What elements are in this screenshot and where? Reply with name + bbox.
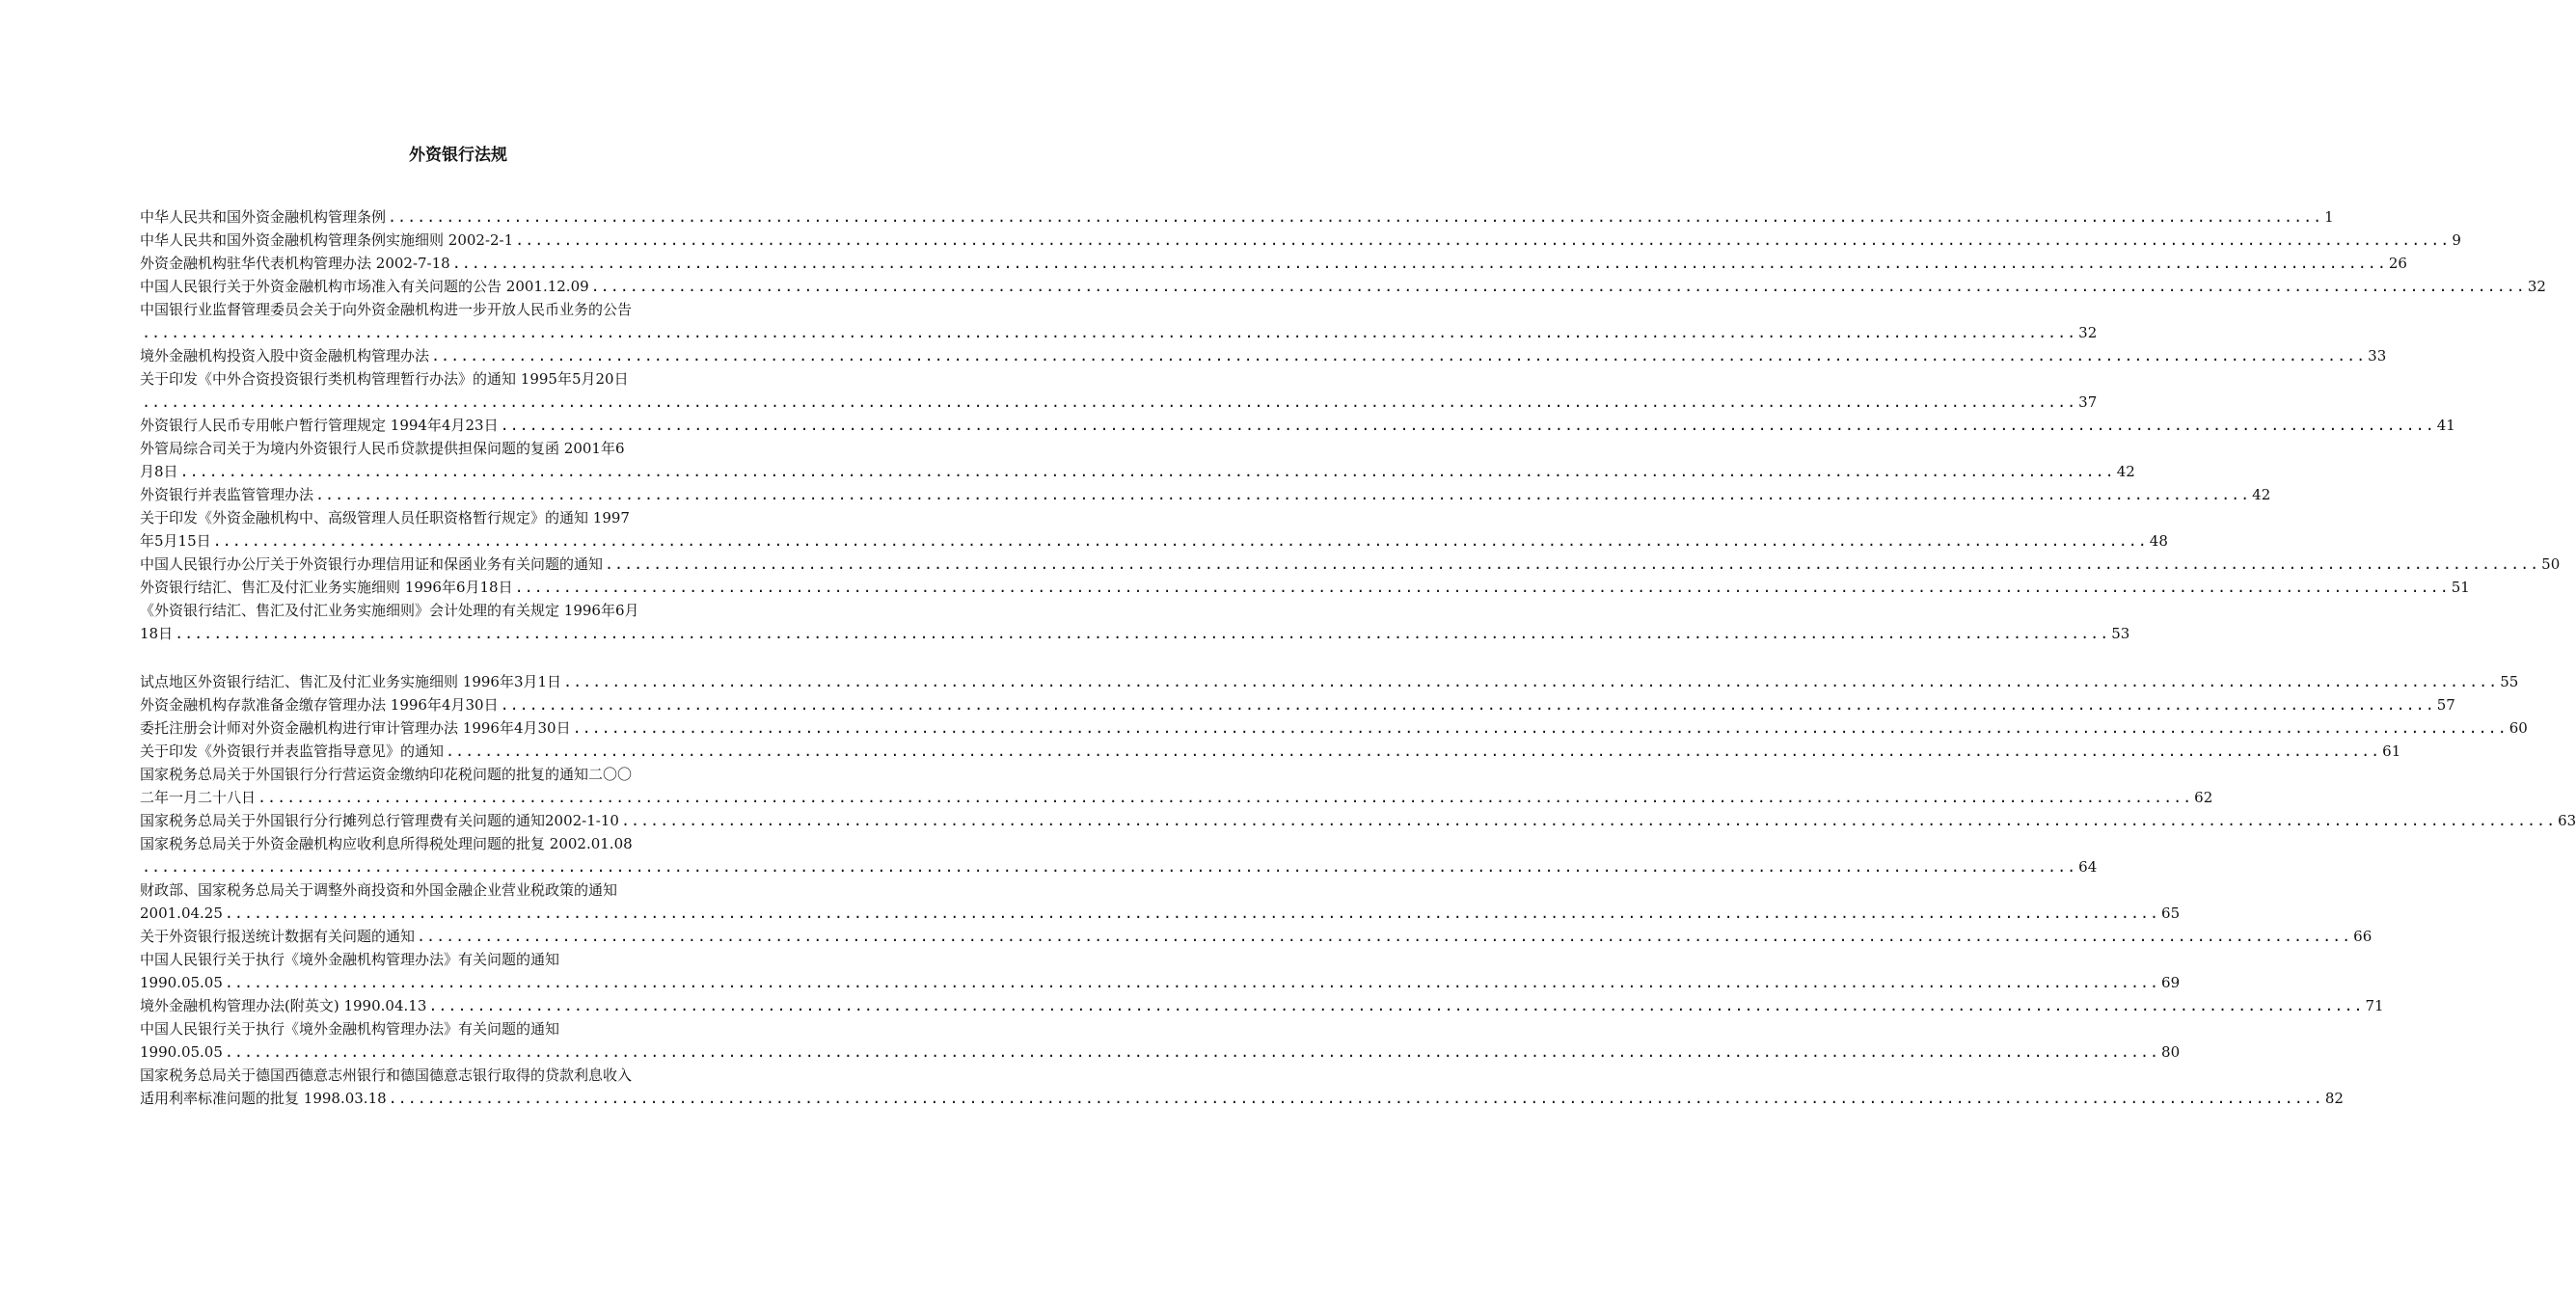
toc-entry-title: 适用利率标准问题的批复 1998.03.18 xyxy=(140,1090,387,1107)
toc-entry[interactable] xyxy=(140,414,2455,437)
toc-page-number: 65 xyxy=(2161,904,2181,922)
toc-entry-line xyxy=(140,740,2401,763)
toc-entry-title: 年5月15日 xyxy=(140,532,211,550)
toc-dot-leader: ........................................................................................................................................................................................................ xyxy=(428,997,2364,1014)
toc-entry[interactable] xyxy=(140,809,2576,832)
toc-dot-leader: ........................................................................................................................................................................................................ xyxy=(417,928,2352,945)
toc-page-number: 50 xyxy=(2541,555,2561,573)
toc-entry[interactable] xyxy=(140,553,2561,576)
toc-entry-line xyxy=(140,506,836,529)
toc-entry-title: 关于印发《外资金融机构中、高级管理人员任职资格暂行规定》的通知 1997 xyxy=(140,509,630,526)
toc-entry-title: 2001.04.25 xyxy=(140,904,223,922)
toc-page-number: 63 xyxy=(2558,812,2576,829)
toc-entry-title: 1990.05.05 xyxy=(140,974,223,991)
toc-page-number: 48 xyxy=(2149,532,2168,550)
toc-entry-line xyxy=(140,878,836,902)
toc-entry-line xyxy=(140,1087,2344,1110)
toc-entry-line xyxy=(140,460,2135,483)
toc-entry-title: 中华人民共和国外资金融机构管理条例实施细则 2002-2-1 xyxy=(140,231,514,249)
toc-entry-line xyxy=(140,553,2561,576)
toc-entry[interactable] xyxy=(140,763,2213,809)
toc-entry-title: 财政部、国家税务总局关于调整外商投资和外国金融企业营业税政策的通知 xyxy=(140,881,618,899)
toc-entry-line xyxy=(140,275,2546,298)
toc-entry-title: 境外金融机构管理办法(附英文) 1990.04.13 xyxy=(140,997,427,1014)
toc-entry-title: 外资银行并表监管管理办法 xyxy=(140,486,314,503)
toc-page-number: 69 xyxy=(2161,974,2181,991)
toc-dot-leader: ........................................................................................................................................................................................................ xyxy=(258,789,2193,806)
toc-page-number: 64 xyxy=(2078,858,2098,876)
toc-entry-line xyxy=(140,437,836,460)
toc-page-number: 42 xyxy=(2252,486,2271,503)
toc-page-number: 60 xyxy=(2508,719,2528,737)
toc-entry-line xyxy=(140,414,2455,437)
toc-dot-leader: ........................................................................................................................................................................................................ xyxy=(212,532,2148,550)
toc-entry-line xyxy=(140,367,836,391)
toc-page-number: 41 xyxy=(2436,417,2455,434)
toc-entry-title: 委托注册会计师对外资金融机构进行审计管理办法 1996年4月30日 xyxy=(140,719,571,737)
toc-dot-leader: ........................................................................................................................................................................................................ xyxy=(590,278,2526,295)
toc-entry-line xyxy=(140,321,2098,344)
toc-entry[interactable] xyxy=(140,693,2455,716)
table-of-contents xyxy=(140,205,2576,1110)
toc-entry[interactable] xyxy=(140,367,2098,414)
toc-dot-leader: ........................................................................................................................................................................................................ xyxy=(431,347,2367,364)
toc-entry[interactable] xyxy=(140,740,2401,763)
toc-entry-title: 国家税务总局关于德国西德意志州银行和德国德意志银行取得的贷款利息收入 xyxy=(140,1066,633,1084)
toc-entry-title: 外资银行人民币专用帐户暂行管理规定 1994年4月23日 xyxy=(140,417,499,434)
toc-entry[interactable] xyxy=(140,344,2387,367)
toc-dot-leader: ........................................................................................................................................................................................................ xyxy=(388,1090,2323,1107)
toc-entry-line xyxy=(140,832,836,855)
toc-entry-line xyxy=(140,622,2130,645)
toc-entry-line xyxy=(140,599,836,622)
toc-dot-leader: ........................................................................................................................................................................................................ xyxy=(620,812,2557,829)
toc-page-number: 51 xyxy=(2451,579,2470,596)
toc-dot-leader: ........................................................................................................................................................................................................ xyxy=(224,1043,2160,1061)
toc-entry-line xyxy=(140,786,2213,809)
toc-entry-line xyxy=(140,902,2181,925)
toc-entry-title: 月8日 xyxy=(140,463,178,480)
toc-entry-title: 中国人民银行办公厅关于外资银行办理信用证和保函业务有关问题的通知 xyxy=(140,555,604,573)
toc-page-number: 66 xyxy=(2353,928,2373,945)
toc-entry-title: 试点地区外资银行结汇、售汇及付汇业务实施细则 1996年3月1日 xyxy=(140,673,562,690)
toc-entry[interactable] xyxy=(140,506,2168,553)
toc-page-number: 55 xyxy=(2500,673,2519,690)
toc-dot-leader: ........................................................................................................................................................................................................ xyxy=(224,974,2160,991)
toc-entry-line xyxy=(140,855,2098,878)
toc-page-number: 42 xyxy=(2116,463,2135,480)
toc-dot-leader: ........................................................................................................................................................................................................ xyxy=(451,255,2387,272)
toc-entry-line xyxy=(140,763,836,786)
toc-page-number: 32 xyxy=(2527,278,2546,295)
toc-page-number: 53 xyxy=(2111,625,2130,642)
toc-entry-line xyxy=(140,1040,2181,1064)
toc-entry-title: 中华人民共和国外资金融机构管理条例 xyxy=(140,208,387,226)
toc-entry-title: 外资金融机构存款准备金缴存管理办法 1996年4月30日 xyxy=(140,696,499,714)
toc-dot-leader: ........................................................................................................................................................................................................ xyxy=(563,673,2499,690)
toc-page-number: 26 xyxy=(2388,255,2407,272)
toc-dot-leader: ........................................................................................................................................................................................................ xyxy=(572,719,2508,737)
toc-entry[interactable] xyxy=(140,1017,2181,1064)
toc-entry-line xyxy=(140,483,2271,506)
toc-entry-title: 国家税务总局关于外资金融机构应收利息所得税处理问题的批复 2002.01.08 xyxy=(140,835,633,852)
document-title: 外资银行法规 xyxy=(409,146,507,165)
toc-entry-title: 关于印发《外资银行并表监管指导意见》的通知 xyxy=(140,742,445,760)
toc-dot-leader: ........................................................................................................................................................................................................ xyxy=(605,555,2540,573)
toc-entry[interactable] xyxy=(140,1064,2344,1110)
toc-entry-title: 关于外资银行报送统计数据有关问题的通知 xyxy=(140,928,416,945)
toc-dot-leader: ........................................................................................................................................................................................................ xyxy=(446,742,2381,760)
toc-entry-title: 外资银行结汇、售汇及付汇业务实施细则 1996年6月18日 xyxy=(140,579,513,596)
toc-entry-title: 1990.05.05 xyxy=(140,1043,223,1061)
toc-entry-line xyxy=(140,971,2181,994)
toc-entry[interactable] xyxy=(140,832,2098,878)
toc-entry-title: 外管局综合司关于为境内外资银行人民币贷款提供担保问题的复函 2001年6 xyxy=(140,440,625,457)
toc-entry-line xyxy=(140,229,2461,252)
toc-entry[interactable] xyxy=(140,576,2470,599)
toc-page-number: 61 xyxy=(2382,742,2401,760)
toc-dot-leader: ........................................................................................................................................................................................................ xyxy=(142,393,2077,411)
toc-entry[interactable] xyxy=(140,948,2181,994)
toc-entry-title: 中国人民银行关于外资金融机构市场准入有关问题的公告 2001.12.09 xyxy=(140,278,589,295)
toc-entry[interactable] xyxy=(140,670,2519,693)
toc-entry-title: 《外资银行结汇、售汇及付汇业务实施细则》会计处理的有关规定 1996年6月 xyxy=(140,602,639,619)
toc-entry-title: 中国银行业监督管理委员会关于向外资金融机构进一步开放人民币业务的公告 xyxy=(140,301,633,318)
toc-entry-line xyxy=(140,994,2384,1017)
toc-entry[interactable] xyxy=(140,878,2181,925)
toc-entry-title: 中国人民银行关于执行《境外金融机构管理办法》有关问题的通知 xyxy=(140,1020,560,1038)
toc-entry-line xyxy=(140,344,2387,367)
toc-page-number: 80 xyxy=(2161,1043,2181,1061)
toc-entry-line xyxy=(140,391,2098,414)
toc-entry-line xyxy=(140,205,2334,229)
toc-dot-leader: ........................................................................................................................................................................................................ xyxy=(388,208,2323,226)
toc-entry-line xyxy=(140,576,2470,599)
toc-dot-leader: ........................................................................................................................................................................................................ xyxy=(142,858,2077,876)
toc-page-number: 71 xyxy=(2365,997,2384,1014)
toc-entry-line xyxy=(140,809,2576,832)
toc-entry-line xyxy=(140,1064,836,1087)
toc-entry-line xyxy=(140,529,2168,553)
toc-entry[interactable] xyxy=(140,252,2407,275)
toc-dot-leader: ........................................................................................................................................................................................................ xyxy=(142,324,2077,341)
toc-dot-leader: ........................................................................................................................................................................................................ xyxy=(175,625,2110,642)
toc-page-number: 37 xyxy=(2078,393,2098,411)
toc-entry[interactable] xyxy=(140,994,2384,1017)
toc-page-number: 32 xyxy=(2078,324,2098,341)
toc-page-number: 1 xyxy=(2324,208,2334,226)
toc-entry[interactable] xyxy=(140,483,2271,506)
toc-dot-leader: ........................................................................................................................................................................................................ xyxy=(224,904,2160,922)
toc-entry[interactable] xyxy=(140,599,2130,645)
toc-page-number: 57 xyxy=(2436,696,2455,714)
toc-entry[interactable] xyxy=(140,205,2334,229)
toc-entry-line xyxy=(140,252,2407,275)
toc-dot-leader: ........................................................................................................................................................................................................ xyxy=(515,231,2451,249)
toc-entry[interactable] xyxy=(140,716,2528,740)
section-gap xyxy=(140,645,836,670)
toc-entry-line xyxy=(140,716,2528,740)
toc-entry-line xyxy=(140,693,2455,716)
toc-entry[interactable] xyxy=(140,298,2098,344)
toc-entry-title: 关于印发《中外合资投资银行类机构管理暂行办法》的通知 1995年5月20日 xyxy=(140,370,629,388)
toc-entry[interactable] xyxy=(140,275,2546,298)
toc-page-number: 62 xyxy=(2194,789,2213,806)
toc-entry-title: 国家税务总局关于外国银行分行摊列总行管理费有关问题的通知2002-1-10 xyxy=(140,812,619,829)
toc-entry[interactable] xyxy=(140,437,2135,483)
toc-entry-line xyxy=(140,670,2519,693)
toc-dot-leader: ........................................................................................................................................................................................................ xyxy=(500,696,2435,714)
toc-entry[interactable] xyxy=(140,925,2373,948)
toc-entry-title: 国家税务总局关于外国银行分行营运资金缴纳印花税问题的批复的通知二〇〇 xyxy=(140,766,633,783)
toc-page-number: 82 xyxy=(2324,1090,2344,1107)
toc-entry-title: 中国人民银行关于执行《境外金融机构管理办法》有关问题的通知 xyxy=(140,951,560,968)
toc-entry[interactable] xyxy=(140,229,2461,252)
toc-entry-title: 外资金融机构驻华代表机构管理办法 2002-7-18 xyxy=(140,255,450,272)
toc-entry-line xyxy=(140,948,836,971)
toc-dot-leader: ........................................................................................................................................................................................................ xyxy=(179,463,2115,480)
toc-dot-leader: ........................................................................................................................................................................................................ xyxy=(500,417,2435,434)
toc-page-number: 9 xyxy=(2452,231,2461,249)
toc-dot-leader: ........................................................................................................................................................................................................ xyxy=(315,486,2251,503)
toc-entry-title: 18日 xyxy=(140,625,174,642)
toc-entry-title: 二年一月二十八日 xyxy=(140,789,257,806)
toc-entry-line xyxy=(140,1017,836,1040)
toc-entry-line xyxy=(140,925,2373,948)
toc-page-number: 33 xyxy=(2368,347,2387,364)
toc-entry-line xyxy=(140,298,836,321)
toc-entry-title: 境外金融机构投资入股中资金融机构管理办法 xyxy=(140,347,430,364)
toc-dot-leader: ........................................................................................................................................................................................................ xyxy=(514,579,2450,596)
